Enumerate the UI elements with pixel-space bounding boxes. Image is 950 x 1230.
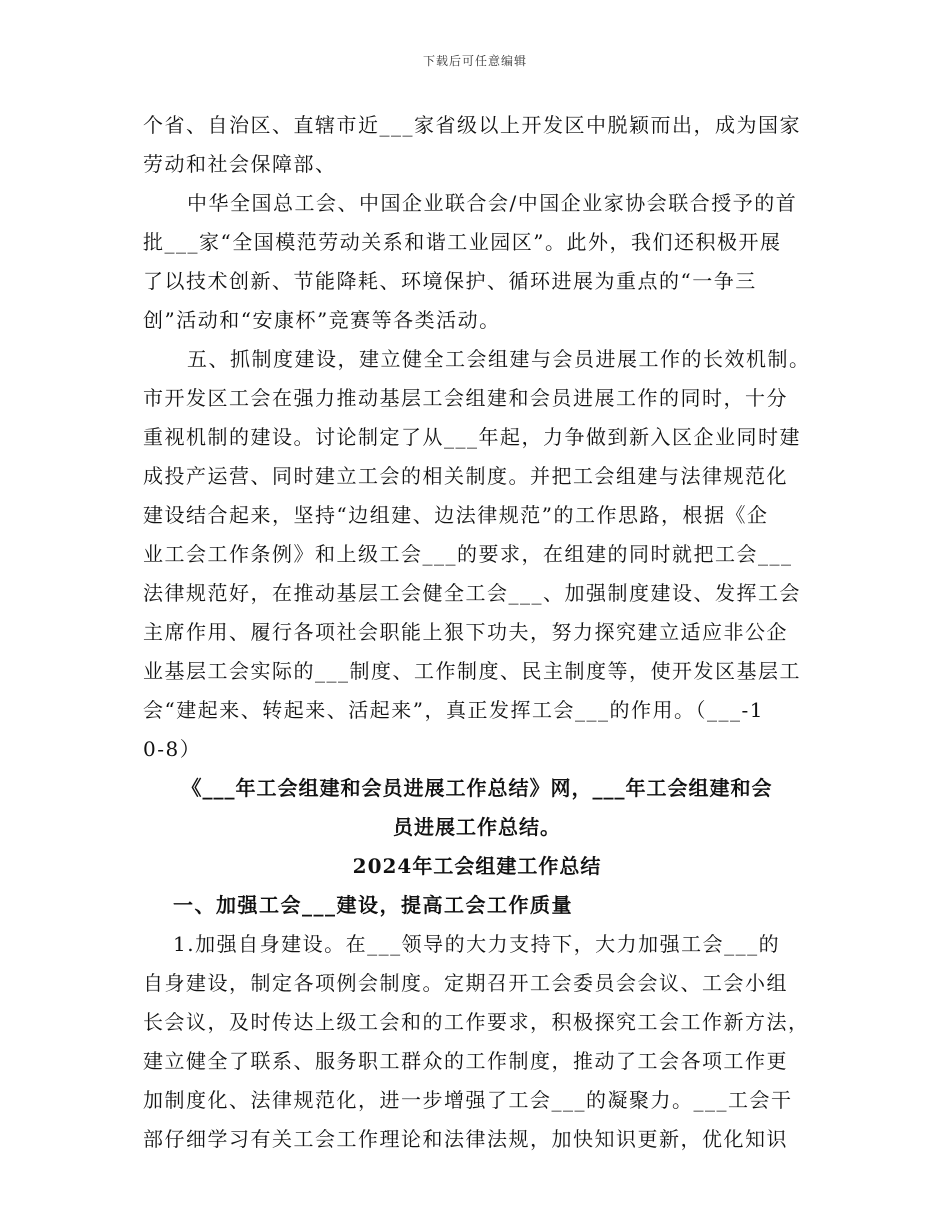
body-line: 了以技术创新、节能降耗、环境保护、循环进展为重点的“一争三 [143, 269, 757, 293]
body-line: 创”活动和“安康杯”竞赛等各类活动。 [143, 308, 501, 332]
body-line: 业工会工作条例》和上级工会___的要求，在组建的同时就把工会___ [143, 542, 793, 566]
body-line: 劳动和社会保障部、 [143, 152, 337, 176]
document-title: 2024年工会组建工作总结 [352, 854, 602, 878]
body-line: 建设结合起来，坚持“边组建、边法律规范”的工作思路，根据《企 [143, 503, 769, 527]
body-line: 个省、自治区、直辖市近___家省级以上开发区中脱颖而出，成为国家 [143, 113, 801, 137]
body-line: 加制度化、法律规范化，进一步增强了工会___的凝聚力。___工会干 [143, 1088, 793, 1112]
section-heading-line: 五、抓制度建设，建立健全工会组建与会员进展工作的长效机制。 [187, 347, 811, 371]
body-line: 法律规范好，在推动基层工会健全工会___、加强制度建设、发挥工会 [143, 581, 801, 605]
article-title-line-1: 《___年工会组建和会员进展工作总结》网，___年工会组建和会 [181, 776, 773, 800]
section-heading: 一、加强工会___建设，提高工会工作质量 [173, 893, 573, 917]
article-title-line-2: 员进展工作总结。 [393, 815, 561, 839]
body-line: 中华全国总工会、中国企业联合会/中国企业家协会联合授予的首 [187, 191, 798, 215]
document-body [143, 106, 811, 1159]
body-line: 0-8） [143, 737, 202, 761]
body-line: 成投产运营、同时建立工会的相关制度。并把工会组建与法律规范化 [143, 464, 788, 488]
body-line: 自身建设，制定各项例会制度。定期召开工会委员会会议、工会小组 [143, 971, 788, 995]
body-line: 部仔细学习有关工会工作理论和法律法规，加快知识更新，优化知识 [143, 1127, 788, 1151]
body-line: 1.加强自身建设。在___领导的大力支持下，大力加强工会___的 [173, 932, 781, 956]
body-line: 建立健全了联系、服务职工群众的工作制度，推动了工会各项工作更 [143, 1049, 788, 1073]
body-line: 重视机制的建设。讨论制定了从___年起，力争做到新入区企业同时建 [143, 425, 801, 449]
body-line: 主席作用、履行各项社会职能上狠下功夫，努力探究建立适应非公企 [143, 620, 788, 644]
body-line: 长会议，及时传达上级工会和的工作要求，积极探究工会工作新方法， [143, 1010, 810, 1034]
page-header: 下载后可任意编辑 [422, 54, 527, 68]
body-line: 市开发区工会在强力推动基层工会组建和会员进展工作的同时，十分 [143, 386, 788, 410]
body-line: 批___家“全国模范劳动关系和谐工业园区”。此外，我们还积极开展 [143, 230, 782, 254]
body-line: 会“建起来、转起来、活起来”，真正发挥工会___的作用。（___-1 [143, 698, 764, 722]
body-line: 业基层工会实际的___制度、工作制度、民主制度等，使开发区基层工 [143, 659, 801, 683]
